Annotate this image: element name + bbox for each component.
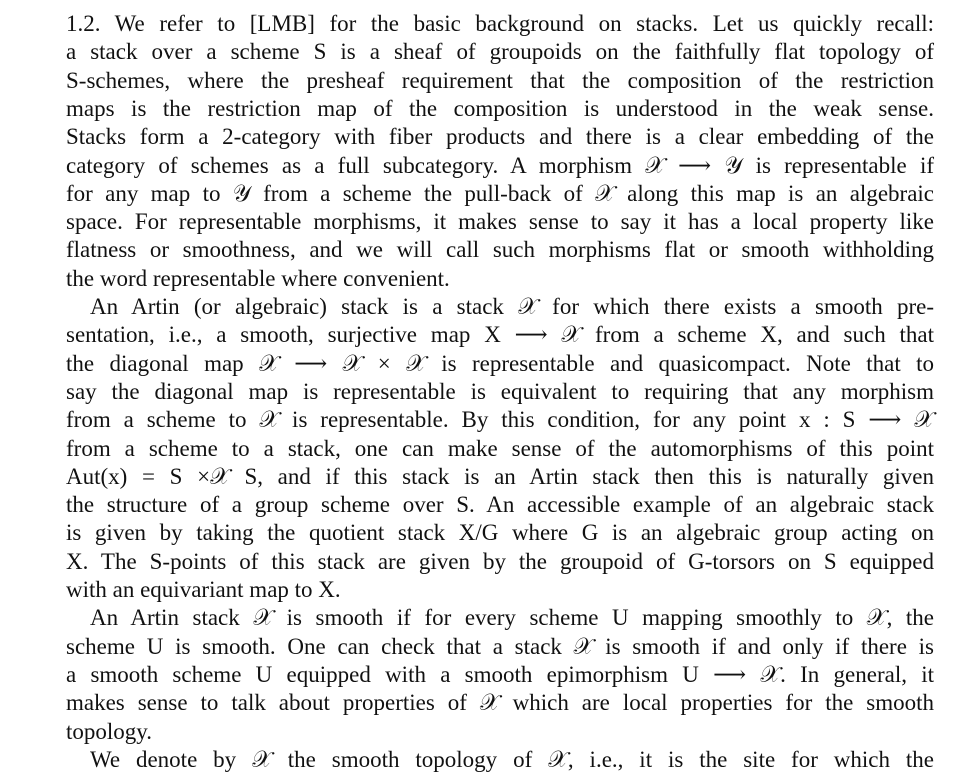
text-line: maps is the restriction map of the composition is understood in the weak sense. — [66, 95, 934, 121]
text-line: say the diagonal map is representable is equivalent to requiring that any morphism — [66, 378, 934, 404]
text-line: Aut(x) = S ×𝒳 S, and if this stack is an Artin stack then this is naturally given — [66, 463, 934, 489]
text-line: the structure of a group scheme over S. An accessible example of an algebraic stack — [66, 492, 934, 518]
text-line: Stacks form a 2-category with fiber products and there is a clear embedding of the — [66, 124, 934, 150]
text-line: a smooth scheme U equipped with a smooth epimorphism U ⟶ 𝒳. In general, it — [66, 661, 934, 687]
text-line: with an equivariant map to X. — [66, 577, 341, 602]
text-line: scheme U is smooth. One can check that a stack 𝒳 is smooth if and only if there is — [66, 633, 934, 659]
text-line: An Artin stack 𝒳 is smooth if for every scheme U mapping smoothly to 𝒳, the — [90, 605, 934, 631]
text-line: is given by taking the quotient stack X/G where G is an algebraic group acting on — [66, 520, 934, 546]
text-line: the diagonal map 𝒳 ⟶ 𝒳 × 𝒳 is representable and quasicompact. Note that to — [66, 350, 934, 376]
text-line: space. For representable morphisms, it makes sense to say it has a local property like — [66, 209, 934, 235]
text-line: makes sense to talk about properties of 𝒳 which are local properties for the smooth — [66, 690, 934, 716]
text-line: category of schemes as a full subcategory. A morphism 𝒳 ⟶ 𝒴 is representable if — [66, 152, 934, 178]
text-line: a stack over a scheme S is a sheaf of groupoids on the faithfully flat topology of — [66, 39, 934, 65]
text-line: topology. — [66, 718, 153, 744]
text-line: 1.2. We refer to [LMB] for the basic background on stacks. Let us quickly recall: — [66, 11, 934, 36]
text-line: An Artin (or algebraic) stack is a stack 𝒳 for which there exists a smooth pre- — [90, 294, 934, 319]
text-line: from a scheme to 𝒳 is representable. By this condition, for any point x : S ⟶ 𝒳 — [66, 407, 934, 433]
text-line: for any map to 𝒴 from a scheme the pull-back of 𝒳 along this map is an algebraic — [66, 180, 934, 206]
paper-page — [66, 0, 934, 772]
text-line: sentation, i.e., a smooth, surjective map X ⟶ 𝒳 from a scheme X, and such that — [66, 322, 934, 348]
text-line: We denote by 𝒳 the smooth topology of 𝒳, i.e., it is the site for which the — [90, 746, 934, 772]
text-line: S-schemes, where the presheaf requirement that the composition of the restriction — [66, 67, 934, 93]
text-line: the word representable where convenient. — [66, 265, 450, 291]
text-line: X. The S-points of this stack are given by the groupoid of G-torsors on S equipped — [66, 548, 934, 574]
text-line: from a scheme to a stack, one can make sense of the automorphisms of this point — [66, 435, 934, 461]
text-line: flatness or smoothness, and we will call such morphisms flat or smooth withholding — [66, 237, 934, 263]
